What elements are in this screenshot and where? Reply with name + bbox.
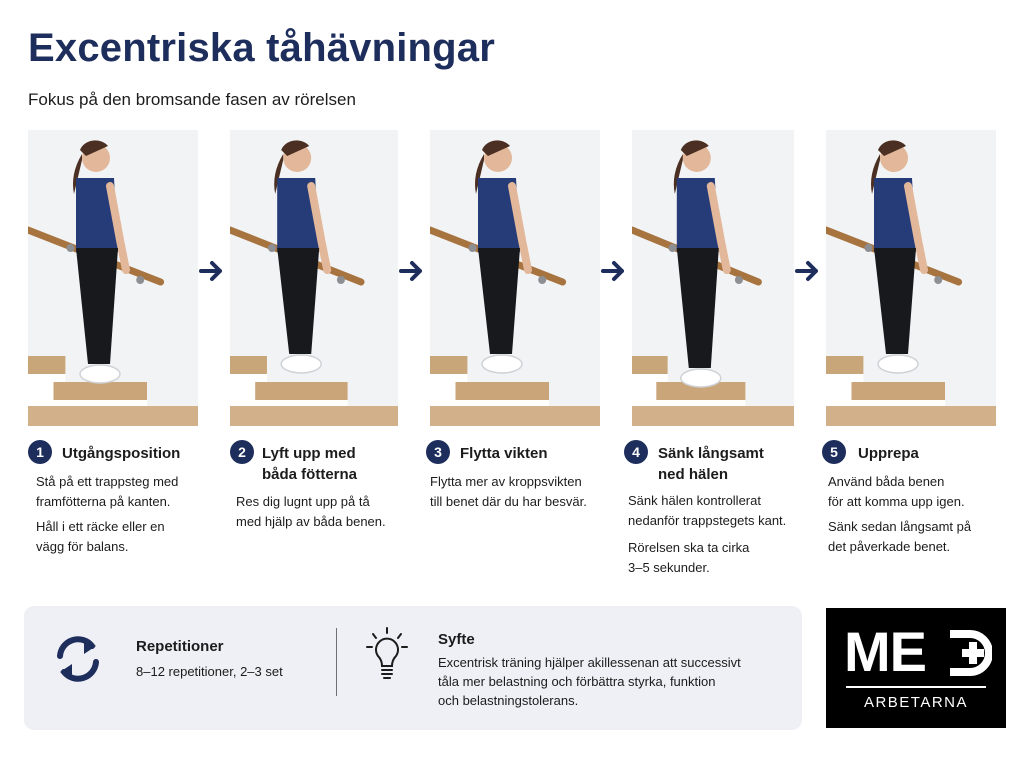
logo <box>826 608 1006 728</box>
arrow-right-icon <box>398 259 426 283</box>
purpose-text: Excentrisk träning hjälper akillessenan att successivt tåla mer belastning och förbättra styrka, funktion och belastningstolerans. <box>438 655 741 708</box>
arrow-right-icon <box>600 259 628 283</box>
info-divider <box>336 628 337 696</box>
step-1-photo <box>28 130 198 426</box>
step-5-title: Upprepa <box>858 445 919 462</box>
step-5-photo <box>826 130 996 426</box>
step-4-number-badge: 4 <box>624 440 648 464</box>
step-5-text-2: Sänk sedan långsamt på det påverkade benet. <box>828 519 972 554</box>
step-3-number-badge: 3 <box>426 440 450 464</box>
step-4-text: Sänk hälen kontrollerat nedanför trappstegets kant. <box>628 493 787 528</box>
step-3-photo <box>430 130 600 426</box>
repetitions-text: 8–12 repetitioner, 2–3 set <box>136 664 283 679</box>
step-1-number-badge: 1 <box>28 440 52 464</box>
step-4-title: Sänk långsamt ned hälen <box>658 445 764 483</box>
logo-subtext: ARBETARNA <box>863 694 969 711</box>
step-2-photo <box>230 130 398 426</box>
step-1-text-2: Håll i ett räcke eller en vägg för balans. <box>36 519 165 554</box>
page-title: Excentriska tåhävningar <box>28 26 496 70</box>
step-4-photo <box>632 130 794 426</box>
step-2-text: Res dig lugnt upp på tå med hjälp av båda benen. <box>236 494 386 529</box>
lightbulb-icon <box>364 626 410 686</box>
page-subtitle: Fokus på den bromsande fasen av rörelsen <box>28 90 356 109</box>
step-2-heading <box>230 440 410 488</box>
step-4-text-2: Rörelsen ska ta cirka 3–5 sekunder. <box>628 540 750 575</box>
repeat-icon <box>50 630 106 688</box>
purpose-label: Syfte <box>438 631 475 648</box>
step-2-number-badge: 2 <box>230 440 254 464</box>
logo-plus-icon <box>946 630 992 676</box>
step-3-text: Flytta mer av kroppsvikten till benet där du har besvär. <box>430 474 587 509</box>
step-4-heading <box>624 440 814 488</box>
step-5-text: Använd båda benen för att komma upp igen. <box>828 474 965 509</box>
arrow-right-icon <box>198 259 226 283</box>
step-1-title: Utgångsposition <box>62 445 181 462</box>
step-5-number-badge: 5 <box>822 440 846 464</box>
logo-wordmark: ME <box>844 620 926 683</box>
logo-divider <box>846 686 986 688</box>
step-2-title: Lyft upp med båda fötterna <box>262 445 358 483</box>
step-1-text: Stå på ett trappsteg med framfötterna på kanten. <box>36 474 179 509</box>
repetitions-label: Repetitioner <box>136 638 224 655</box>
step-3-title: Flytta vikten <box>460 445 548 462</box>
arrow-right-icon <box>794 259 822 283</box>
